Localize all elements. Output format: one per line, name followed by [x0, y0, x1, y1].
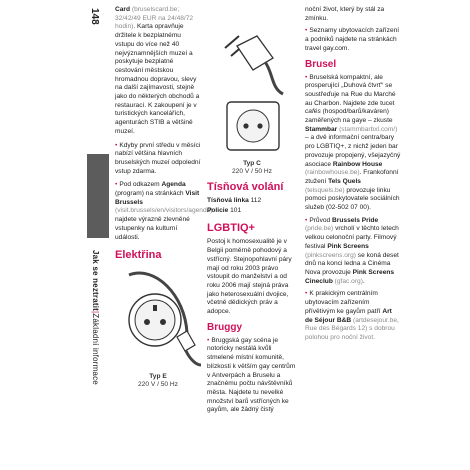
- rainbow-house-term: Rainbow House: [332, 160, 383, 168]
- bruggy-text: Bruggská gay scéna je notoricky nestálá kvůli stmelené místní komunitě, blízkosti k větším gay centrům v Antverpách a Bruselu a značnému počtu návštěvníků města. Najdete tu nevelké množství barů vstřícných ke gayům, ale žádný čistý: [207, 336, 296, 414]
- brusel-heading: Brusel: [305, 58, 337, 70]
- travelgay-text: Seznamy ubytovacích zařízení a podniků najdete na stránkách travel gay.com.: [305, 27, 400, 52]
- brussels-pride-url: (pride.be): [305, 225, 334, 233]
- travelgay-bullet: [305, 27, 401, 53]
- socket-type-e-illustration: [115, 265, 201, 387]
- lgbt-paragraph: Postoj k homosexualitě je v Belgii poměrně pohodový a vstřícný. Stejnopohlavní páry mají od roku 2003 právo vstoupit do manželství a od roku 2006 mají stejná práva jako heterosexuální dvojice, včetně dědických práv a adopce.: [207, 238, 292, 316]
- stammbar-url: (stammbarbxl.com/): [337, 125, 398, 133]
- page-number: 148: [89, 8, 100, 25]
- bullet-icon: •: [115, 181, 118, 189]
- cineclub-term: Pink Screens Cineclub: [305, 268, 395, 285]
- text: K prakickým centrálním ubytovacím zařízením přívětivým ke gayům patří: [305, 290, 383, 315]
- type-c-voltage: 220 V / 50 Hz: [232, 167, 272, 175]
- chapter-tab: [87, 154, 109, 238]
- bullet-icon: •: [207, 336, 210, 344]
- electricity-heading: Elektřina: [115, 249, 162, 262]
- card-price: (bruselscard.be; 32/42/49 EUR na 24/48/72 hodin): [115, 6, 194, 31]
- text: (hospod/barů/kaváren) zaměřených na gaye – zkuste: [305, 108, 393, 125]
- agenda-post: najdete výrazně zlevněné vstupenky na kulturní události.: [115, 216, 190, 241]
- museum-bullet: [115, 142, 201, 177]
- brusel-bullet-1: [305, 74, 401, 213]
- pink-screens-url: (pinkscreens.org): [305, 251, 356, 259]
- police-line-label: Policie: [207, 206, 229, 214]
- agenda-term: Agenda: [161, 181, 186, 189]
- tels-quels-url: (telsquels.be): [305, 186, 345, 194]
- emergency-line: [207, 197, 297, 206]
- column-3: [305, 6, 401, 344]
- tels-quels-term: Tels Quels: [328, 177, 361, 185]
- chapter-title-bold: Jak se neztratit: [91, 250, 100, 312]
- text: se koná deset dnů na konci ledna a Cinéma Nova provozuje: [305, 251, 399, 276]
- visit-brussels-term: Visit Brussels: [115, 190, 200, 206]
- card-title: Card: [115, 6, 131, 13]
- chapter-separator: |: [91, 311, 100, 314]
- plug-type-c-icon: [207, 6, 297, 156]
- bruggy-heading: Bruggy: [207, 321, 242, 333]
- police-line: [207, 207, 297, 216]
- brusel-bullet-3: [305, 290, 401, 342]
- agenda-pre: Pod odkazem: [119, 181, 162, 189]
- text: .: [362, 277, 365, 285]
- type-c-label: Typ C: [243, 159, 261, 167]
- bruggy-bullet: [207, 337, 297, 415]
- text: Bruselská kompaktní, ale prosperující „Duhová čtvrť“ se soustřeďuje na Rue du Marché au Charbon. Najdete zde tucet: [305, 73, 396, 107]
- museum-bullet-text: Kdyby první středu v měsíci nabízí většina hlavních bruselských muzeí odpolední vstup zdarma.: [115, 141, 201, 175]
- bullet-icon: •: [115, 141, 118, 149]
- type-e-voltage: 220 V / 50 Hz: [138, 380, 178, 388]
- card-paragraph: [115, 6, 201, 137]
- cineclub-url: (gfac.org): [332, 277, 363, 285]
- agenda-mid: (program) na stránkách: [115, 190, 186, 198]
- stammbar-term: Stammbar: [305, 125, 338, 133]
- art-de-sejour-details: (artdesejour.be, Rue des Bégards 12) s dobrou polohou pro noční život.: [305, 316, 399, 341]
- art-de-sejour-term: Art de Séjour B&B: [305, 307, 392, 324]
- bullet-icon: •: [305, 290, 308, 298]
- guidebook-page: [83, 0, 403, 470]
- type-e-label: Typ E: [149, 372, 167, 380]
- text: – a dvě informační centra/bary pro LGBTIQ+, z nichž jeden bar provozuje propojený, všejazyčný asociace: [305, 134, 401, 168]
- socket-type-e-icon: [115, 265, 201, 369]
- continued-paragraph: noční život, který by stál za zmínku.: [305, 6, 385, 22]
- visit-brussels-url: (visit.brussels/en/visitors/agenda): [115, 207, 213, 215]
- brussels-pride-term: Brussels Pride: [332, 216, 379, 224]
- chapter-title: [91, 250, 100, 385]
- bullet-icon: •: [305, 73, 308, 81]
- text: provozuje linku pomoci poskytovatele sociálních služeb (02-502 07 00).: [305, 186, 400, 212]
- lgbt-heading: LGBTIQ+: [207, 222, 255, 235]
- emergency-heading: Tísňová volání: [207, 181, 284, 193]
- emergency-line-number: 112: [250, 197, 262, 204]
- page-sidebar: [83, 0, 109, 470]
- brusel-bullet-2: [305, 217, 401, 287]
- text: Průvod: [309, 216, 333, 224]
- text: . Frankofonní ztužení: [305, 169, 399, 185]
- rainbow-house-url: (rainbowhouse.be): [305, 169, 360, 177]
- column-1: [115, 6, 213, 388]
- bullet-icon: •: [305, 216, 308, 224]
- pink-screens-term: Pink Screens: [327, 242, 369, 250]
- plug-type-c-illustration: [207, 6, 297, 174]
- text: vrcholí v těchto letech velkou celonoční party. Filmový festival: [305, 225, 399, 250]
- card-text: . Karta opravňuje držitele k bezplatnému vstupu do více než 40 nejvýznamnějších muzeí a poskytuje bezplatné cestování městskou hromadnou dopravou, slevy na další zajímavosti, stejně jako do některých obchodů a restaurací. K zakoupení je v turistických kancelářích, agenturách STIB a většině muzeí.: [115, 23, 200, 135]
- agenda-bullet: [115, 181, 213, 242]
- police-line-number: 101: [230, 206, 242, 214]
- emergency-line-label: Tísňová linka: [207, 197, 249, 204]
- chapter-title-rest: Základní informace: [91, 313, 100, 385]
- column-2: [207, 6, 297, 416]
- bullet-icon: •: [305, 27, 308, 35]
- cafes-term: cafés: [305, 108, 321, 116]
